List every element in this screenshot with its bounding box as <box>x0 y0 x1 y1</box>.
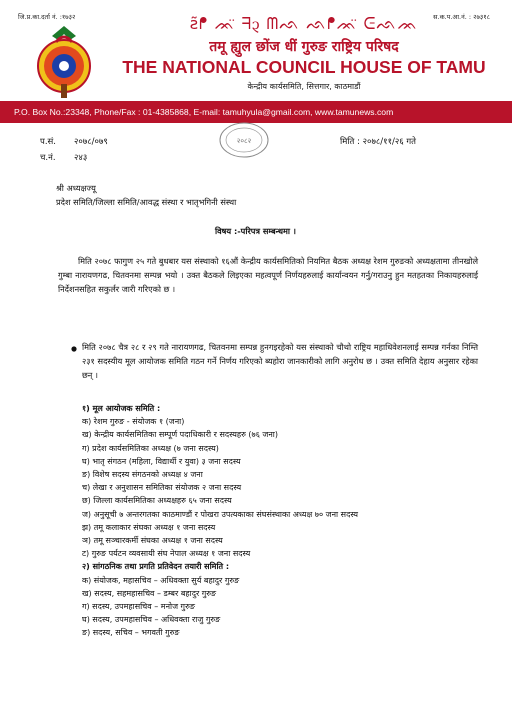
cn-label: च.नं. <box>40 153 56 163</box>
list-item: ग) सदस्य, उपमहासचिव – मनोज गुरुङ <box>82 602 195 612</box>
addressee-line-1: श्री अध्यक्षज्यू <box>56 183 96 193</box>
tamu-script-title: ꙅ̃ᖰ ᨏ̈ ᖷ᧓ ᗰᨒ ᨒᖰᨏ̈ ᕮᨒᨏ <box>189 14 419 33</box>
list-item: च) लेखा र अनुशासन समितिका संयोजक २ जना सदस्य <box>82 483 242 493</box>
committee-list <box>82 402 502 640</box>
list-item: ट) गुरुङ पर्यटन व्यवसायी संघ नेपाल अध्यक्ष १ जना सदस्य <box>82 549 251 559</box>
office-address: केन्द्रीय कार्यसमिति, सित्तगार, काठमाडौं <box>247 82 361 91</box>
list-item: घ) भातृ संगठन (महिला, विद्यार्थी र युवा) ३ जना सदस्य <box>82 456 241 466</box>
list-item: घ) सदस्य, उपमहासचिव – अधिवक्ता राजु गुरुङ <box>82 615 221 625</box>
letter-date: मिति : २०७८/११/२६ गते <box>340 137 417 147</box>
section-2-title: २) सांगठनिक तथा प्रगति प्रतिवेदन तयारी समिति : <box>82 562 230 572</box>
seal-text: २०८२ <box>236 137 252 145</box>
seal-stamp <box>218 120 270 160</box>
registration-number-left: जि.प्र.का.दर्ता नं. :१७३२ <box>18 13 76 21</box>
english-title: THE NATIONAL COUNCIL HOUSE OF TAMU <box>122 57 486 77</box>
list-item: क) रेशम गुरुङ - संयोजक १ (जना) <box>82 417 185 427</box>
paragraph-1: मिति २०७८ फागुण २५ गते बुधबार यस संस्थाको १६औं केन्द्रीय कार्यसमितिको नियमित बैठक अध्यक्ष रेशम गुरुङको अध्यक्षतामा तीनखोले गुम्बा नारायणगढ, चितवनमा सम्पन्न भयो । उक्त बैठकले लिइएका महत्वपूर्ण निर्णयहरुलाई कार्यान्वयन गर्नु/गराउनु हुन मतहतका निकायहरुलाई निर्देशनसहित सकुर्लर जारी गरिएको छ । <box>58 256 478 294</box>
list-item: ञ) तमू सञ्चारकर्मी संघका अध्यक्ष १ जना सदस्य <box>82 536 223 546</box>
contact-info: P.O. Box No.:23348, Phone/Fax : 01-4385868, E-mail: tamuhyula@gmail.com, www.tamunews.com <box>14 107 394 117</box>
addressee-line-2: प्रदेश समिति/जिल्ला समिति/आवद्ध संस्था र भातृभगिनी संस्था <box>56 197 237 207</box>
cn-value: २४३ <box>74 153 88 163</box>
list-item: क) संयोजक, महासचिव – अधिवक्ता सुर्य बहादुर गुरुङ <box>82 575 240 585</box>
nepali-title: तमू ह्युल छोंज धीं गुरुङ राष्ट्रिय परिषद <box>209 39 399 55</box>
list-item: ज) अनुसूची ७ अन्तरगतका काठमाण्डौं र पोखरा उपत्यकाका संघसंस्थाका अध्यक्ष ७० जना सदस्य <box>82 509 359 519</box>
organization-logo <box>34 22 94 100</box>
ps-label: प.सं. <box>40 137 56 147</box>
list-item: छ) जिल्ला कार्यसमितिका अध्यक्षहरु ६५ जना सदस्य <box>82 496 232 506</box>
list-item: ख) केन्द्रीय कार्यसमितिका सम्पूर्ण पदाधिकारी र सदस्यहरु (७६ जना) <box>82 430 278 440</box>
list-item: झ) तमू कलाकार संघका अध्यक्ष १ जना सदस्य <box>82 522 216 532</box>
list-item: ङ) विशेष सदस्य संगठनको अध्यक्ष ४ जना <box>82 470 203 480</box>
section-1-title: १) मूल आयोजक समिति : <box>82 404 161 413</box>
list-item: ङ) सदस्य, सचिव – भगवती गुरुङ <box>82 628 180 638</box>
ps-value: २०७८/०७९ <box>74 137 108 147</box>
subject-line: विषय :-परिपत्र सम्बन्धमा । <box>215 226 296 236</box>
list-item: ग) प्रदेश कार्यसमितिका अध्यक्ष (७ जना सदस्य) <box>82 443 219 453</box>
bullet-icon <box>70 345 78 353</box>
paragraph-2: मिति २०७८ चैत्र २८ र २९ गते नारायणगढ, चितवनमा सम्पन्न हुनगइरहेको यस संस्थाको चौथो राष्ट्रिय महाधिवेशनलाई सम्पन्न गर्नका निम्ति २३१ सदस्यीय मूल आयोजक समिति गठन गर्ने निर्णय गरिएको ब्यहोरा जानकारीको लागि अनुरोध छ । उक्त समिति देहाय अनुसार रहेका छन् । <box>82 342 478 380</box>
list-item: ख) सदस्य, सहमहासचिव – डम्बर बहादुर गुरुङ <box>82 588 217 598</box>
registration-number-right: स.क.प.आ.नं. : २७३१८ <box>433 13 490 21</box>
